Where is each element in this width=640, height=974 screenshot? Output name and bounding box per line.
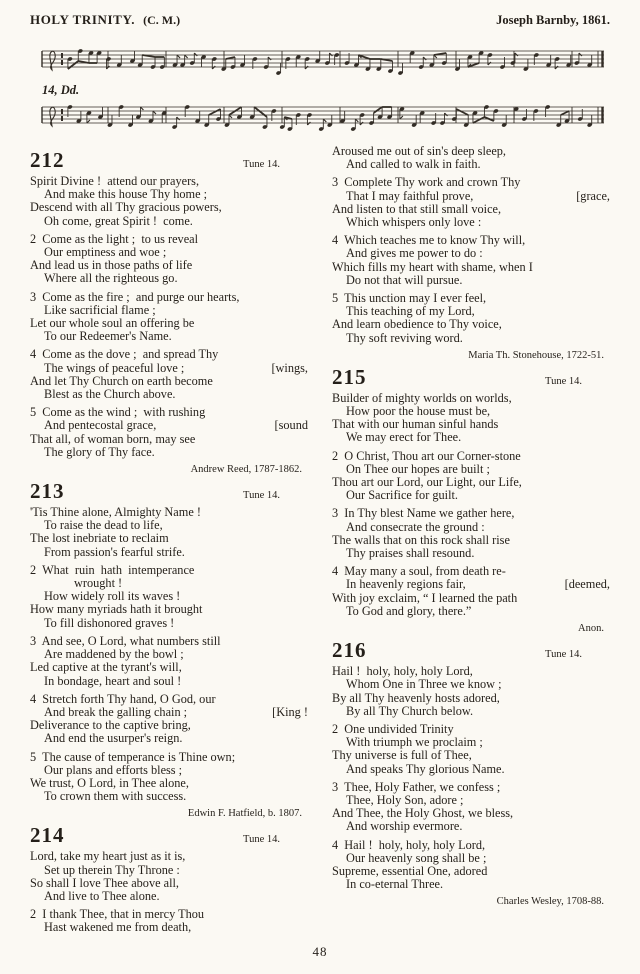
stanza-line: [332, 521, 610, 534]
hymn-heading: [30, 148, 308, 172]
line-text: Thy soft reviving word.: [346, 330, 463, 345]
line-text: 3 Thee, Holy Father, we confess ;: [332, 779, 501, 794]
stanza-line: [332, 878, 610, 891]
stanza-line: [30, 790, 308, 803]
line-text: Where all the righteous go.: [44, 271, 178, 286]
line-text: Our heavenly song shall be ;: [346, 850, 487, 865]
stanza-line: [30, 603, 308, 616]
stanza-line: [30, 864, 308, 877]
overflow-word: [King !: [272, 704, 308, 719]
header-left: [30, 12, 180, 28]
stanza-line: [30, 850, 308, 863]
stanza: [332, 176, 610, 229]
line-text: Thy praises shall resound.: [346, 546, 475, 561]
hymn-number: 216: [332, 638, 367, 663]
line-text: And let Thy Church on earth become: [30, 373, 213, 388]
line-text: How widely roll its waves !: [44, 589, 181, 604]
overflow-word: [sound: [274, 418, 308, 433]
line-text: Oh come, great Spirit ! come.: [44, 213, 193, 228]
stanza-line: [30, 764, 308, 777]
line-text: Deliverance to the captive bring,: [30, 718, 191, 733]
line-text: In heavenly regions fair,: [346, 577, 466, 592]
line-text: Which whispers only love :: [346, 215, 482, 230]
stanza: [30, 233, 308, 286]
line-text: That I may faithful prove,: [346, 188, 474, 203]
line-text: 4 Come as the dove ; and spread Thy: [30, 347, 219, 362]
stanza: [332, 781, 610, 834]
overflow-word: [wings,: [271, 360, 308, 375]
line-text: Descend with all Thy gracious powers,: [30, 200, 222, 215]
line-text: Do not that will pursue.: [346, 272, 463, 287]
tune-number-label: 14, Dd.: [42, 83, 80, 97]
stanza: [30, 175, 308, 228]
tune-label: Tune 14.: [545, 649, 582, 661]
line-text: On Thee our hopes are built ;: [346, 461, 490, 476]
hymn-number: 215: [332, 364, 367, 389]
line-text: By all Thy heavenly hosts adored,: [332, 690, 500, 705]
stanza-line: [332, 158, 610, 171]
column-right: [332, 145, 610, 940]
stanza: [332, 450, 610, 503]
stanza-line: [30, 433, 308, 446]
line-text: And listen to that still small voice,: [332, 201, 502, 216]
stanza-line: [332, 190, 610, 203]
stanza: [332, 292, 610, 345]
line-text: And consecrate the ground :: [346, 519, 485, 534]
line-text: To our Redeemer's Name.: [44, 329, 172, 344]
line-text: And learn obedience to Thy voice,: [332, 317, 502, 332]
stanza: [30, 635, 308, 688]
line-text: 5 The cause of temperance is Thine own;: [30, 749, 236, 764]
line-text: And lead us in those paths of life: [30, 258, 193, 273]
line-text: Thou art our Lord, our Light, our Life,: [332, 475, 522, 490]
hymn-number: 214: [30, 823, 65, 848]
stanza: [30, 506, 308, 559]
column-left: [30, 145, 308, 940]
stanza-line: [332, 507, 610, 520]
stanza: [30, 693, 308, 746]
line-text: Like sacrificial flame ;: [44, 302, 156, 317]
line-text: Builder of mighty worlds on worlds,: [332, 390, 512, 405]
line-text: Hail ! holy, holy, holy Lord,: [332, 664, 473, 679]
line-text: From passion's fearful strife.: [44, 544, 185, 559]
line-text: With joy exclaim, “ I learned the path: [332, 590, 518, 605]
stanza: [30, 348, 308, 401]
line-text: To crown them with success.: [44, 789, 187, 804]
tune-label: Tune 14.: [545, 375, 582, 387]
stanza: [332, 665, 610, 718]
hymn-heading: [30, 479, 308, 503]
line-text: Supreme, essential One, adored: [332, 863, 488, 878]
line-text: 2 What ruin hath intemperance: [30, 562, 195, 577]
line-text: Our Sacrifice for guilt.: [346, 488, 458, 503]
line-text: Thee, Holy Son, adore ;: [346, 792, 464, 807]
stanza: [332, 507, 610, 560]
line-text: Hast wakened me from death,: [44, 920, 192, 935]
stanza-line: [30, 890, 308, 903]
line-text: 5 Come as the wind ; with rushing: [30, 405, 206, 420]
attribution: Edwin F. Hatfield, b. 1807.: [187, 808, 302, 820]
line-text: That with our human sinful hands: [332, 417, 499, 432]
line-text: 4 May many a soul, from death re-: [332, 564, 506, 579]
hymn-heading: [332, 365, 610, 389]
stanza-line: [30, 921, 308, 934]
stanza-line: [332, 705, 610, 718]
overflow-word: [grace,: [576, 188, 610, 203]
line-text: 4 Stretch forth Thy hand, O God, our: [30, 691, 216, 706]
stanza-line: [30, 330, 308, 343]
line-text: That all, of woman born, may see: [30, 431, 196, 446]
stanza: [30, 406, 308, 459]
stanza-line: [30, 419, 308, 432]
line-text: 4 Hail ! holy, holy, holy Lord,: [332, 837, 486, 852]
line-text: And break the galling chain ;: [44, 704, 188, 719]
stanza: [332, 723, 610, 776]
line-text: Set up therein Thy Throne :: [44, 862, 180, 877]
stanza-line: [332, 176, 610, 189]
line-text: And make this house Thy home ;: [44, 187, 208, 202]
stanza-line: [30, 617, 308, 630]
stanza: [30, 850, 308, 903]
line-text: Our emptiness and woe ;: [44, 245, 167, 260]
stanza-line: [30, 201, 308, 214]
line-text: 3 And see, O Lord, what numbers still: [30, 633, 221, 648]
stanza-line: [30, 532, 308, 545]
stanza-line: [332, 261, 610, 274]
stanza: [30, 564, 308, 630]
line-text: 2 Come as the light ; to us reveal: [30, 231, 199, 246]
attribution: Maria Th. Stonehouse, 1722-51.: [468, 349, 604, 361]
line-text: And gives me power to do :: [346, 246, 483, 261]
line-text: And end the usurper's reign.: [44, 731, 183, 746]
hymn-number: 212: [30, 148, 65, 172]
attribution: Anon.: [578, 623, 604, 635]
line-text: How poor the house must be,: [346, 404, 491, 419]
stanza-line: [332, 318, 610, 331]
overflow-word: [deemed,: [564, 577, 610, 592]
line-text: Thy universe is full of Thee,: [332, 748, 472, 763]
stanza-line: [332, 332, 610, 345]
line-text: The wings of peaceful love ;: [44, 360, 185, 375]
line-text: To raise the dead to life,: [44, 518, 163, 533]
line-text: We may erect for Thee.: [346, 430, 462, 445]
line-text: Blest as the Church above.: [44, 387, 176, 402]
stanza-line: [332, 450, 610, 463]
page-header: [30, 12, 610, 28]
line-text: Aroused me out of sin's deep sleep,: [332, 144, 506, 158]
line-text: And Thee, the Holy Ghost, we bless,: [332, 806, 514, 821]
line-text: And live to Thee alone.: [44, 888, 160, 903]
line-text: wrought !: [74, 576, 123, 591]
stanza-line: [332, 749, 610, 762]
line-text: And speaks Thy glorious Name.: [346, 761, 505, 776]
line-text: Which fills my heart with shame, when I: [332, 259, 533, 274]
line-text: 'Tis Thine alone, Almighty Name !: [30, 505, 201, 520]
line-text: Led captive at the tyrant's will,: [30, 660, 182, 675]
line-text: Lord, take my heart just as it is,: [30, 849, 186, 864]
stanza-line: [30, 732, 308, 745]
stanza-line: [30, 751, 308, 764]
line-text: 3 In Thy blest Name we gather here,: [332, 506, 515, 521]
line-text: Whom One in Three we know ;: [346, 677, 502, 692]
line-text: 5 This unction may I ever feel,: [332, 291, 487, 306]
line-text: 2 O Christ, Thou art our Corner-stone: [332, 448, 521, 463]
hymn-tune-title: HOLY TRINITY.: [30, 12, 136, 27]
line-text: Spirit Divine ! attend our prayers,: [30, 174, 200, 188]
stanza-line: [30, 446, 308, 459]
line-text: In bondage, heart and soul !: [44, 673, 182, 688]
line-text: The walls that on this rock shall rise: [332, 532, 510, 547]
line-text: And called to walk in faith.: [346, 157, 481, 172]
stanza-line: [332, 820, 610, 833]
composer-credit: Joseph Barnby, 1861.: [496, 13, 610, 27]
stanza: [332, 145, 610, 171]
stanza-line: [30, 388, 308, 401]
line-text: The lost inebriate to reclaim: [30, 531, 169, 546]
line-text: 3 Come as the fire ; and purge our hearts,: [30, 289, 240, 304]
stanza-line: [30, 675, 308, 688]
stanza-line: [30, 272, 308, 285]
stanza-line: [332, 547, 610, 560]
stanza-line: [332, 781, 610, 794]
page-number: 48: [312, 944, 328, 959]
line-text: Let our whole soul an offering be: [30, 316, 195, 331]
line-text: 2 One undivided Trinity: [332, 721, 454, 736]
stanza-line: [30, 546, 308, 559]
stanza-line: [30, 348, 308, 361]
line-text: Our plans and efforts bless ;: [44, 762, 183, 777]
stanza-line: [332, 605, 610, 618]
line-text: To God and glory, there.”: [346, 603, 472, 618]
stanza-line: [30, 877, 308, 890]
stanza-line: [332, 852, 610, 865]
stanza-line: [332, 763, 610, 776]
line-text: And pentecostal grace,: [44, 418, 157, 433]
line-text: We trust, O Lord, in Thee alone,: [30, 775, 189, 790]
sheet-music-block: [30, 31, 610, 143]
meter-label: (C. M.): [143, 13, 181, 27]
stanza-line: [332, 692, 610, 705]
stanza-line: [332, 678, 610, 691]
stanza-line: [332, 578, 610, 591]
hymn-heading: [30, 823, 308, 847]
stanza: [30, 291, 308, 344]
stanza: [30, 908, 308, 934]
text-columns: [30, 145, 610, 940]
tune-label: Tune 14.: [243, 159, 280, 170]
stanza: [30, 751, 308, 804]
stanza: [332, 234, 610, 287]
line-text: How many myriads hath it brought: [30, 602, 203, 617]
hymn-number: 213: [30, 479, 65, 504]
line-text: With triumph we proclaim ;: [346, 735, 483, 750]
stanza-line: [30, 693, 308, 706]
line-text: And worship evermore.: [346, 819, 463, 834]
stanza-line: [332, 216, 610, 229]
stanza-line: [332, 592, 610, 605]
line-text: 4 Which teaches me to know Thy will,: [332, 233, 526, 248]
stanza-line: [332, 839, 610, 852]
line-text: So shall I love Thee above all,: [30, 875, 180, 890]
line-text: 2 I thank Thee, that in mercy Thou: [30, 907, 205, 922]
hymn-heading: [332, 638, 610, 662]
line-text: By all Thy Church below.: [346, 703, 474, 718]
stanza-line: [30, 362, 308, 375]
line-text: This teaching of my Lord,: [346, 304, 475, 319]
tune-label: Tune 14.: [243, 490, 280, 502]
sheet-music-staves: [30, 31, 610, 143]
line-text: Are maddened by the bowl ;: [44, 647, 184, 662]
stanza-line: [332, 489, 610, 502]
attribution: Charles Wesley, 1708-88.: [496, 896, 604, 908]
line-text: 3 Complete Thy work and crown Thy: [332, 175, 521, 190]
attribution: Andrew Reed, 1787-1862.: [190, 464, 302, 476]
tune-label: Tune 14.: [243, 834, 280, 846]
line-text: In co-eternal Three.: [346, 877, 444, 892]
stanza-line: [332, 431, 610, 444]
stanza-line: [332, 247, 610, 260]
line-text: To fill dishonored graves !: [44, 615, 175, 630]
stanza: [332, 565, 610, 618]
stanza: [332, 839, 610, 892]
stanza-line: [332, 274, 610, 287]
stanza: [332, 392, 610, 445]
stanza-line: [30, 564, 308, 577]
stanza-line: [30, 661, 308, 674]
stanza-line: [30, 215, 308, 228]
line-text: The glory of Thy face.: [44, 444, 155, 459]
stanza-line: [30, 291, 308, 304]
